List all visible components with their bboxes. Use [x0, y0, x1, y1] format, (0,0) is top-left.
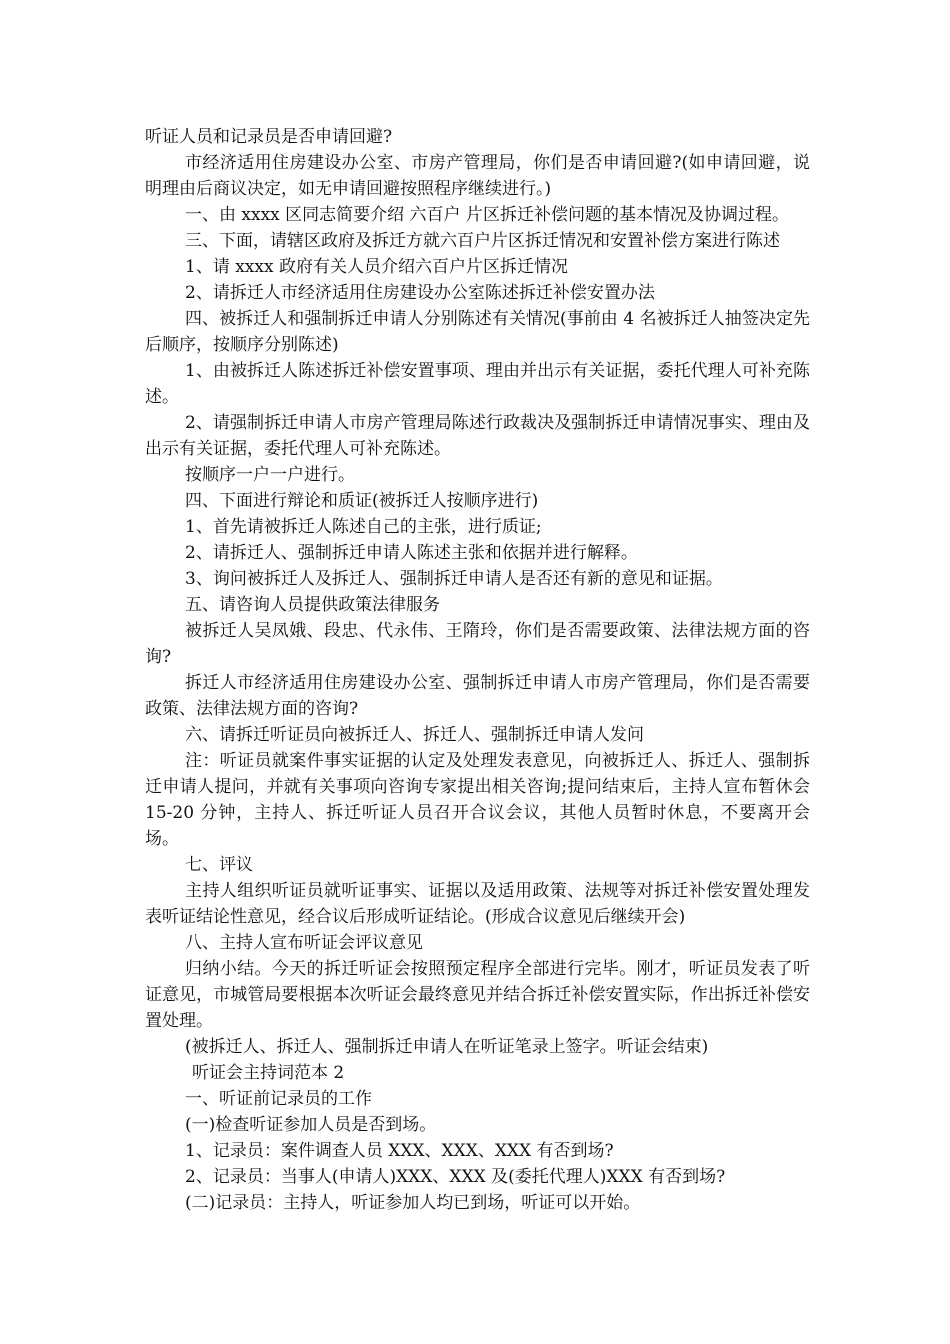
paragraph: 四、被拆迁人和强制拆迁申请人分别陈述有关情况(事前由 4 名被拆迁人抽签决定先后顺序，按顺序分别陈述) [145, 309, 810, 355]
document-body [145, 124, 810, 1216]
paragraph: 三、下面，请辖区政府及拆迁方就六百户片区拆迁情况和安置补偿方案进行陈述 [185, 231, 780, 251]
paragraph: 主持人组织听证员就听证事实、证据以及适用政策、法规等对拆迁补偿安置处理发表听证结论性意见，经合议后形成听证结论。(形成合议意见后继续开会) [145, 881, 810, 927]
paragraph: 1、请 xxxx 政府有关人员介绍六百户片区拆迁情况 [185, 257, 568, 277]
paragraph: 四、下面进行辩论和质证(被拆迁人按顺序进行) [185, 491, 539, 511]
paragraph: 1、由被拆迁人陈述拆迁补偿安置事项、理由并出示有关证据，委托代理人可补充陈述。 [145, 361, 810, 407]
paragraph: 归纳小结。今天的拆迁听证会按照预定程序全部进行完毕。刚才，听证员发表了听证意见，市城管局要根据本次听证会最终意见并结合拆迁补偿安置实际，作出拆迁补偿安置处理。 [145, 959, 810, 1031]
paragraph: 拆迁人市经济适用住房建设办公室、强制拆迁申请人市房产管理局，你们是否需要政策、法律法规方面的咨询? [145, 673, 810, 719]
paragraph: 3、询问被拆迁人及拆迁人、强制拆迁申请人是否还有新的意见和证据。 [185, 569, 723, 589]
paragraph: 2、记录员：当事人(申请人)XXX、XXX 及(委托代理人)XXX 有否到场? [185, 1167, 726, 1187]
paragraph: 2、请拆迁人市经济适用住房建设办公室陈述拆迁补偿安置办法 [185, 283, 655, 303]
paragraph: 八、主持人宣布听证会评议意见 [185, 933, 423, 953]
paragraph: 2、请强制拆迁申请人市房产管理局陈述行政裁决及强制拆迁申请情况事实、理由及出示有关证据，委托代理人可补充陈述。 [145, 413, 810, 459]
paragraph: 被拆迁人吴凤娥、段忠、代永伟、王隋玲，你们是否需要政策、法律法规方面的咨询? [145, 621, 810, 667]
section-heading: 听证会主持词范本 2 [192, 1063, 345, 1083]
paragraph: 市经济适用住房建设办公室、市房产管理局，你们是否申请回避?(如申请回避，说明理由后商议决定，如无申请回避按照程序继续进行。) [145, 153, 810, 199]
paragraph: (二)记录员：主持人，听证参加人均已到场，听证可以开始。 [185, 1193, 641, 1213]
paragraph: 注：听证员就案件事实证据的认定及处理发表意见，向被拆迁人、拆迁人、强制拆迁申请人提问，并就有关事项向咨询专家提出相关咨询;提问结束后，主持人宣布暂休会 15-20 分钟，主持人、拆迁听证人员召开合议会议，其他人员暂时休息，不要离开会场。 [145, 751, 810, 849]
paragraph: 一、听证前记录员的工作 [185, 1089, 372, 1109]
paragraph: 2、请拆迁人、强制拆迁申请人陈述主张和依据并进行解释。 [185, 543, 638, 563]
paragraph: 听证人员和记录员是否申请回避? [145, 127, 393, 147]
paragraph: 1、首先请被拆迁人陈述自己的主张，进行质证; [185, 517, 542, 537]
paragraph: (一)检查听证参加人员是否到场。 [185, 1115, 437, 1135]
paragraph: 五、请咨询人员提供政策法律服务 [185, 595, 440, 615]
paragraph: 按顺序一户一户进行。 [185, 465, 355, 485]
paragraph: 七、评议 [185, 855, 253, 875]
paragraph: 六、请拆迁听证员向被拆迁人、拆迁人、强制拆迁申请人发问 [185, 725, 644, 745]
paragraph: (被拆迁人、拆迁人、强制拆迁申请人在听证笔录上签字。听证会结束) [185, 1037, 709, 1057]
paragraph: 1、记录员：案件调查人员 XXX、XXX、XXX 有否到场? [185, 1141, 614, 1161]
paragraph: 一、由 xxxx 区同志简要介绍 六百户 片区拆迁补偿问题的基本情况及协调过程。 [185, 205, 789, 225]
